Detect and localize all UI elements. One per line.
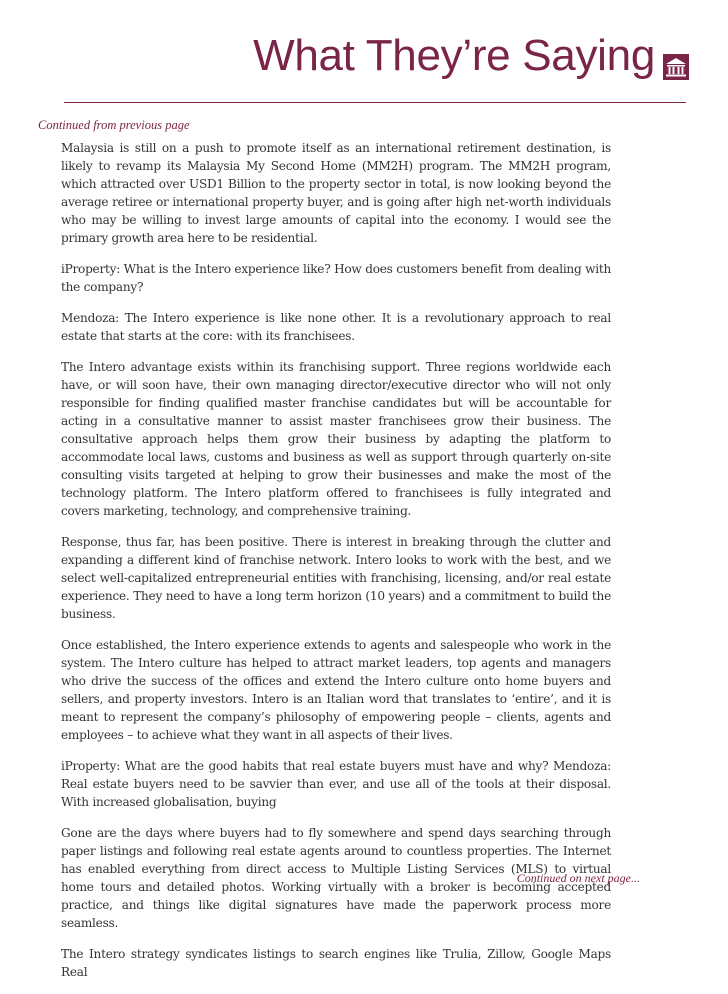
article-body [61,139,611,994]
paragraph: The Intero advantage exists within its franchising support. Three regions worldwide each have, or will soon have, their own managing director/executive director who will not only responsible for finding qualified master franchise candidates but will be accountable for acting in a consultative manner to assist master franchisees grow their business. The consultative approach helps them grow their business by adapting the platform to accommodate local laws, customs and business as well as support through quarterly on-site consulting visits targeted at helping to grow their businesses and make the most of the technology platform. The Intero platform offered to franchisees is fully integrated and covers marketing, technology, and comprehensive training. [61,360,611,518]
page-title: What They’re Saying [253,31,655,80]
paragraph: Gone are the days where buyers had to fly somewhere and spend days searching through paper listings and following real estate agents around to countless properties. The Internet has enabled everything from direct access to Multiple Listing Services (MLS) to virtual home tours and detailed photos. Working virtually with a broker is becoming accepted practice, and things like digital signatures have made the paperwork process more seamless. [61,826,611,930]
continued-from-note: Continued from previous page [38,118,190,132]
paragraph: Malaysia is still on a push to promote itself as an international retirement destination, is likely to revamp its Malaysia My Second Home (MM2H) program. The MM2H program, which attracted over USD1 Billion to the property sector in total, is now looking beyond the average retiree or international property buyer, and is going after high net-worth individuals who may be willing to invest large amounts of capital into the economy. I would see the primary growth area here to be residential. [61,141,611,245]
header-divider [64,102,686,103]
continued-on-next-page-note: Continued on next page... [516,871,640,885]
paragraph: Mendoza: The Intero experience is like none other. It is a revolutionary approach to real estate that starts at the core: with its franchisees. [61,311,611,343]
paragraph: iProperty: What is the Intero experience like? How does customers benefit from dealing with the company? [61,262,611,294]
paragraph: iProperty: What are the good habits that real estate buyers must have and why? Mendoza: Real estate buyers need to be savvier than ever, and use all of the tools at their disposal. With increased globalisation, buying [61,759,611,809]
paragraph: Response, thus far, has been positive. There is interest in breaking through the clutter and expanding a different kind of franchise network. Intero looks to work with the best, and we select well-capitalized entrepreneurial entities with franchising, licensing, and/or real estate experience. They need to have a long term horizon (10 years) and a commitment to build the business. [61,535,611,621]
paragraph: The Intero strategy syndicates listings to search engines like Trulia, Zillow, Google Maps Real [61,947,611,979]
building-columns-icon [663,54,689,80]
paragraph: Once established, the Intero experience extends to agents and salespeople who work in the system. The Intero culture has helped to attract market leaders, top agents and managers who drive the success of the offices and extend the Intero culture onto home buyers and sellers, and property investors. Intero is an Italian word that translates to ‘entire’, and it is meant to represent the company’s philosophy of empowering people – clients, agents and employees – to achieve what they want in all aspects of their lives. [61,638,611,742]
